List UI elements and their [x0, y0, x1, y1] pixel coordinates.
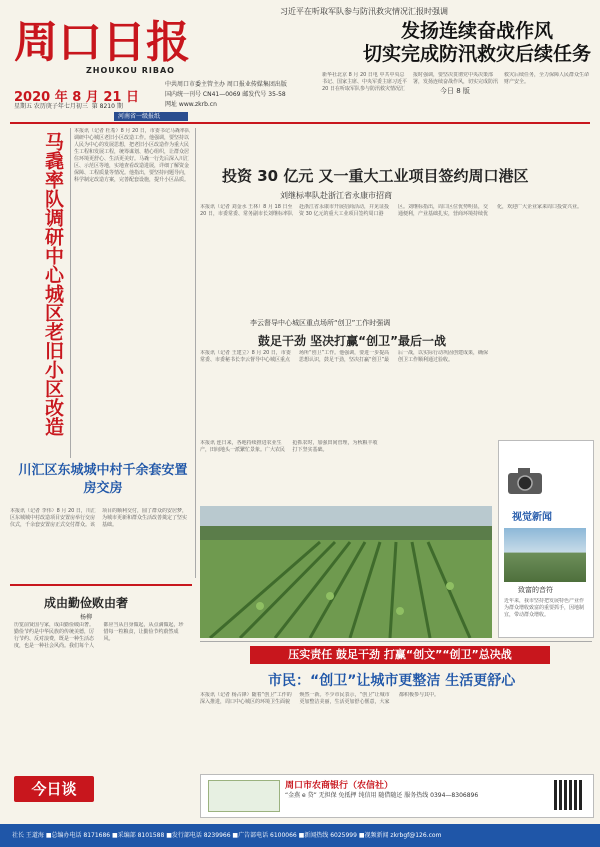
top-story-headline: [362, 20, 592, 66]
headline-line: 切实完成防汛救灾后续任务: [362, 43, 591, 65]
issue-date: 2020 年 8 月 21 日: [14, 90, 139, 105]
top-story-body: 新华社北京 8 月 20 日电 中共中央总书记、国家主席、中央军委主席习近平 20 日在听取军队参与防汛救灾情况汇报时强调，要坚决贯彻党中央决策部署，发扬连续奋战作风，切实完成防汛救灾后续任务，全力保障人民群众生命财产安全。: [322, 72, 590, 92]
column-label: 今日谈: [14, 776, 94, 802]
pubinfo-line: 国内统一刊号 CN41—0069 邮发代号 35-58: [165, 91, 286, 98]
campaign-banner: 压实责任 鼓足干劲 打赢“创文”“创卫”总决战: [250, 646, 550, 664]
banner-story-body: 本报讯（记者 杨占锋）随着“创卫”工作的深入推进，周口中心城区的环境卫生面貌焕然一新。不少市民表示，“创卫”让城市更加整洁美丽，生活更加舒心惬意，大家都积极参与其中。: [200, 692, 440, 705]
small-story-body: 本报讯（记者 李伟）8 月 20 日，川汇区东城城中村改造项目安置房举行交房仪式，千余套安置房正式交付群众。该项目的顺利交付，圆了群众的安居梦，为城市更新和群众生活改善奠定了坚实基础。: [10, 508, 188, 528]
newspaper-masthead: 周口日报: [14, 17, 190, 68]
lead-story-body: 本报讯（记者 杜希）8 月 20 日，市委书记马毳率队调研中心城区老旧小区改造工作。他强调，要坚持以人民为中心的发展思想，把老旧小区改造作为重大民生工程和发展工程，统筹谋划、精心组织，让群众居住环境更舒心、生活更美好。马毳一行先后深入川汇区、示范区等地，实地查看改造进展，详细了解资金保障、工程质量等情况。他指出，要坚持问题导向，科学制定改造方案，完善配套设施，提升小区品质。: [74, 128, 190, 183]
camera-icon: [506, 466, 544, 496]
commentary-headline: 成由勤俭败由奢: [44, 596, 129, 610]
section-divider: [200, 641, 592, 642]
edition-tag: 河南省一级报纸: [114, 112, 188, 121]
center-story-body: 本报讯（记者 刘金水 王林）8 月 18 日至 20 日，市委常委、常务副市长刘继标率队赴浙江省永康市开展招商活动，并见证投资 30 亿元的重大工业项目签约周口港区。刘继标指出，周口区位优势明显，交通便利，产业基础扎实，营商环境持续优化，欢迎广大企业家来周口投资兴业。: [200, 204, 583, 217]
second-story-body: 本报讯（记者 王建立）8 月 20 日，市委常委、市委秘书长李云督导中心城区重点场所“创卫”工作。他强调，要进一步提高思想认识，鼓足干劲，坚决打赢“创卫”最后一战，以实际行动巩固创建成果，确保创卫工作顺利通过验收。: [200, 350, 489, 363]
commentary-body: 历览前贤国与家，成由勤俭破由奢。勤俭节约是中华民族的传统美德，厉行节约、反对浪费，既是一种生活态度，也是一种社会风尚。我们每个人都应当从自身做起，从点滴做起，珍惜每一粒粮食，让勤俭节约蔚然成风。: [14, 622, 184, 649]
second-story-kicker: 李云督导中心城区重点场所“创卫”工作时强调: [250, 319, 391, 327]
top-story-kicker: 习近平在听取军队参与防汛救灾情况汇报时强调: [280, 7, 448, 16]
ad-title: 周口市农商银行（农信社）: [285, 781, 394, 791]
small-story-headline: 川汇区东城城中村千余套安置房交房: [18, 463, 188, 496]
center-story-subhead: 刘继标率队赴浙江省永康市招商: [280, 191, 392, 200]
center-story-headline: 投资 30 亿元 又一重大工业项目签约周口港区: [222, 167, 529, 185]
page-count: 今日 8 版: [440, 87, 470, 95]
visual-news-body: 近年来，我市坚持把发展特色产业作为群众增收致富的重要抓手，因地制宜，带动群众增收。: [504, 598, 585, 618]
footer-contacts: 社长 王道海 ■总编办电话 8171686 ■采编部 8101588 ■发行部电话 8239966 ■广告部电话 6100066 ■新闻热线 6025999 ■视频新闻 zkrbgf@126.com: [0, 824, 600, 847]
issue-row: 星期五 农历庚子年七月初三 第 8210 期: [14, 103, 123, 110]
visual-news-photo: [504, 528, 586, 582]
qr-code-icon: [554, 780, 584, 810]
ad-text: “金燕 e 贷” 无担保 免抵押 纯信用 随借随还 服务热线 0394—8306896: [285, 792, 479, 799]
second-story-headline: 鼓足干劲 坚决打赢“创卫”最后一战: [258, 334, 446, 348]
masthead-rule: [10, 122, 590, 124]
pubinfo-line: 中共周口市委主管主办 周口报业传媒集团出版: [165, 81, 287, 88]
bank-logo: [208, 780, 280, 812]
visual-news-tag: 视觉新闻: [512, 512, 552, 523]
headline-line: 发扬连续奋战作风: [400, 20, 553, 42]
pubinfo-line: 网址 www.zkrb.cn: [165, 101, 217, 108]
mid-story-body: 本报讯 连日来，各地持续推进农业生产，田间地头一派繁忙景象。广大农民抢抓农时，加强田间管理，为秋粮丰收打下坚实基础。: [200, 440, 378, 453]
farm-field-photo: [200, 506, 492, 638]
commentary-author: 杨柳: [80, 614, 93, 621]
column-divider: [195, 128, 196, 578]
lead-story-headline: 马毳率队调研中心城区老旧小区改造: [42, 132, 64, 436]
masthead-pinyin: ZHOUKOU RIBAO: [86, 66, 175, 75]
banner-story-headline: 市民：“创卫”让城市更整洁 生活更舒心: [268, 673, 516, 689]
visual-news-caption: 致富的音符: [518, 586, 553, 594]
